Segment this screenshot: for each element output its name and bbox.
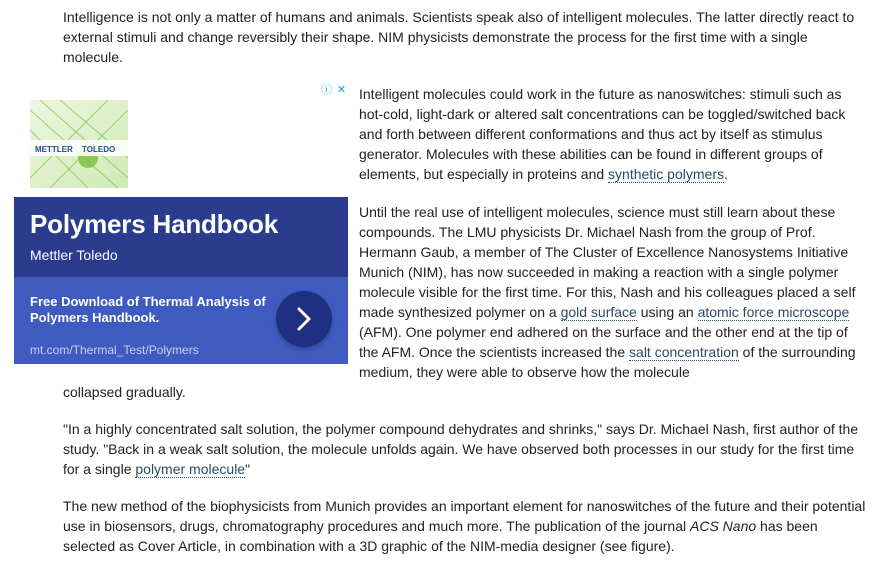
paragraph-text: ": [245, 461, 251, 477]
logo-text-left: METTLER: [35, 145, 73, 154]
paragraph-conclusion: [63, 496, 868, 556]
paragraph-text: "In a highly concentrated salt solution, the polymer compound dehydrates and shrinks," says Dr. Michael Nash, first author of the study. "Back in a weak salt solution, the molecule unfolds again. We have observed both processes in our study for the first time for a single: [63, 421, 859, 477]
close-icon[interactable]: ✕: [336, 84, 347, 96]
paragraph-text: Intelligent molecules could work in the future as nanoswitches: stimuli such as hot-cold, light-dark or altered salt concentrations can be toggled/switched back and forth between different conformations and thus act by itself as stimulus generator. Molecules with these abilities can be found in different groups of elements, but especially in proteins and: [359, 86, 846, 182]
link-atomic-force-microscope[interactable]: atomic force microscope: [697, 304, 850, 320]
link-polymer-molecule[interactable]: polymer molecule: [135, 461, 246, 477]
intro-paragraph: Intelligence is not only a matter of humans and animals. Scientists speak also of intelligent molecules. The latter directly react to external stimuli and change reversibly their shape. NIM physicists demonstrate the process for the first time with a single molecule.: [63, 9, 855, 65]
ad-title[interactable]: Polymers Handbook: [30, 209, 278, 239]
ad-go-button[interactable]: [276, 291, 332, 347]
ad-controls: [320, 84, 348, 97]
mettler-toledo-logo: [30, 100, 128, 188]
paragraph-experiment-continued: collapsed gradually.: [63, 384, 186, 400]
paragraph-text: .: [723, 166, 728, 182]
ad-header: [14, 84, 348, 197]
ad-description[interactable]: Free Download of Thermal Analysis of Polymers Handbook.: [30, 294, 266, 325]
paragraph-text: The new method of the biophysicists from Munich provides an important element for nanoswitches of the future and their potential use in biosensors, drugs, chromatography procedures and much more. The publication of the journal: [63, 498, 866, 534]
paragraph-experiment: [359, 202, 869, 382]
paragraph-text: (AFM). One polymer end adhered on the surface and the other end at the tip of the AFM. Once the scientists increased the: [359, 324, 848, 360]
paragraph-text: using an: [636, 304, 698, 320]
chevron-right-icon: [294, 306, 314, 332]
link-synthetic-polymers[interactable]: synthetic polymers: [608, 166, 724, 182]
paragraph-quote: [63, 419, 868, 479]
link-gold-surface[interactable]: gold surface: [560, 304, 637, 320]
paragraph-text: has been selected as Cover Article, in combination with a 3D graphic of the NIM-media designer (see figure).: [63, 518, 818, 554]
journal-name: ACS Nano: [690, 518, 757, 534]
logo-text-right: TOLEDO: [82, 145, 116, 154]
info-icon[interactable]: ⓘ: [321, 84, 332, 96]
paragraph-text: Until the real use of intelligent molecules, science must still learn about these compounds. The LMU physicists Dr. Michael Nash from the group of Prof. Hermann Gaub, a member of The Cluster of Excellence Nanosystems Initiative Munich (NIM), has now succeeded in making a reaction with a single polymer molecule visible for the first time. For this, Nash and his colleagues placed a self made synthesized polymer on a: [359, 204, 856, 320]
paragraph-nanoswitches: [359, 84, 869, 184]
link-salt-concentration[interactable]: salt concentration: [629, 344, 739, 360]
paragraph-text: of the surrounding medium, they were able to observe how the molecule: [359, 344, 856, 380]
advertisement[interactable]: [14, 84, 348, 364]
ad-url[interactable]: mt.com/Thermal_Test/Polymers: [30, 343, 199, 357]
ad-brand: Mettler Toledo: [30, 247, 118, 263]
